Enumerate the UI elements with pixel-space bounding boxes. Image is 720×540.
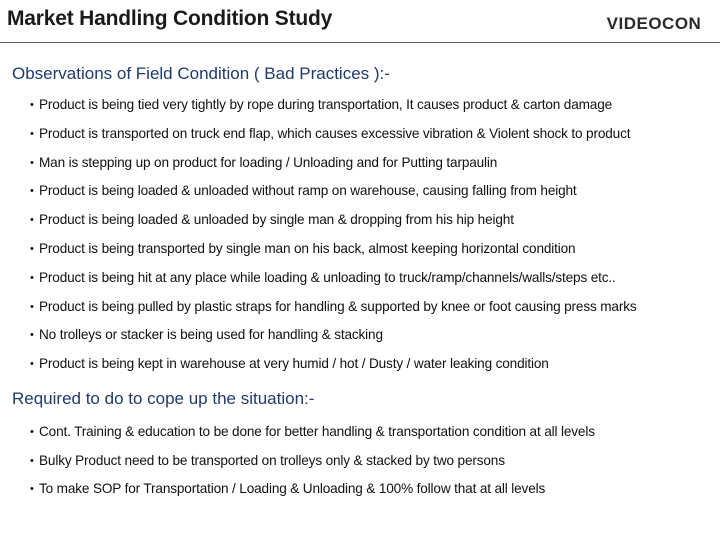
bullet-icon: • xyxy=(30,454,34,467)
bullet-icon: • xyxy=(30,329,34,342)
bullet-icon: • xyxy=(30,242,34,255)
observations-list xyxy=(30,97,718,385)
bullet-icon: • xyxy=(30,483,34,495)
list-item xyxy=(30,155,718,184)
bullet-icon: • xyxy=(30,426,34,438)
bullet-icon: • xyxy=(30,214,34,227)
list-item-text: Product is transported on truck end flap, which causes excessive vibration & Violent shock to product xyxy=(39,125,631,141)
list-item xyxy=(30,270,718,299)
list-item-text: Bulky Product need to be transported on trolleys only & stacked by two persons xyxy=(39,452,505,468)
list-item xyxy=(30,299,718,328)
bullet-icon: • xyxy=(30,99,34,111)
bullet-icon: • xyxy=(30,156,34,169)
logo-text: VIDEOCON xyxy=(606,14,702,33)
observations-heading: Observations of Field Condition ( Bad Practices ):- xyxy=(12,64,390,83)
list-item-text: Product is being loaded & unloaded without ramp on warehouse, causing falling from height xyxy=(39,183,577,199)
bullet-icon: • xyxy=(30,358,34,371)
list-item-text: Man is stepping up on product for loading / Unloading and for Putting tarpaulin xyxy=(39,154,498,170)
list-item xyxy=(30,97,718,126)
list-item-text: Product is being pulled by plastic straps for handling & supported by knee or foot causing press marks xyxy=(39,298,637,314)
list-item-text: Product is being loaded & unloaded by single man & dropping from his hip height xyxy=(39,212,514,228)
bullet-icon: • xyxy=(30,271,34,284)
list-item-text: To make SOP for Transportation / Loading & Unloading & 100% follow that at all levels xyxy=(39,481,546,496)
header-divider xyxy=(0,42,720,43)
list-item xyxy=(30,327,718,356)
list-item-text: Product is being kept in warehouse at very humid / hot / Dusty / water leaking condition xyxy=(39,356,549,372)
list-item-text: Product is being tied very tightly by rope during transportation, It causes product & carton damage xyxy=(39,97,613,112)
list-item xyxy=(30,356,718,385)
list-item-text: Cont. Training & education to be done for better handling & transportation condition at all levels xyxy=(39,424,595,439)
list-item xyxy=(30,424,718,453)
list-item xyxy=(30,481,718,510)
list-item xyxy=(30,241,718,270)
list-item-text: Product is being hit at any place while loading & unloading to truck/ramp/channels/walls/steps etc.. xyxy=(39,269,616,285)
list-item-text: Product is being transported by single man on his back, almost keeping horizontal condition xyxy=(39,240,576,256)
page-title: Market Handling Condition Study xyxy=(7,7,333,30)
list-item xyxy=(30,453,718,482)
required-heading: Required to do to cope up the situation:- xyxy=(12,389,315,408)
list-item-text: No trolleys or stacker is being used for handling & stacking xyxy=(39,327,383,343)
list-item xyxy=(30,183,718,212)
list-item xyxy=(30,126,718,155)
required-list xyxy=(30,424,718,510)
bullet-icon: • xyxy=(30,185,34,198)
bullet-icon: • xyxy=(30,300,34,313)
bullet-icon: • xyxy=(30,127,34,140)
list-item xyxy=(30,212,718,241)
videocon-logo xyxy=(596,12,712,34)
